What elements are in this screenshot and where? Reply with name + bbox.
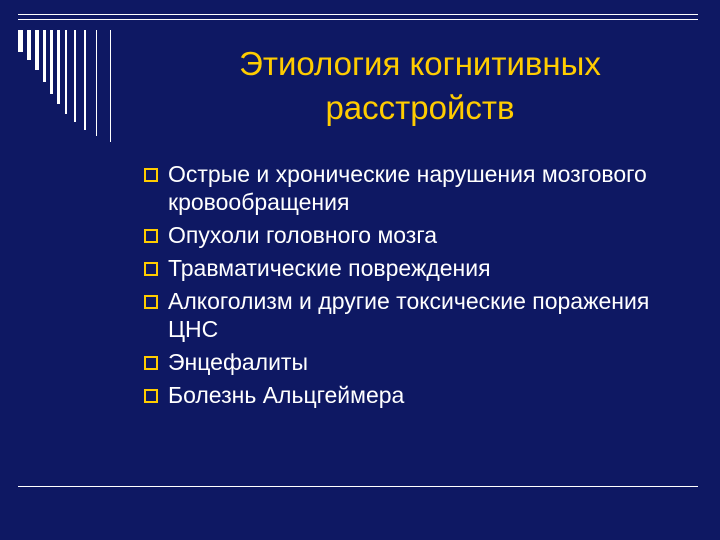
bullet-item-3 [142, 254, 672, 282]
bullet-text-6: Болезнь Альцгеймера [168, 382, 405, 408]
bullet-item-1 [142, 160, 672, 216]
hollow-square-icon [144, 356, 158, 370]
decorative-vertical-bars [18, 30, 128, 150]
slide-title [150, 42, 690, 130]
hollow-square-icon [144, 262, 158, 276]
bullet-text-4: Алкоголизм и другие токсические поражения ЦНС [168, 288, 650, 342]
hollow-square-icon [144, 295, 158, 309]
bullet-text-2: Опухоли головного мозга [168, 222, 438, 248]
bullet-text-5: Энцефалиты [168, 349, 308, 375]
hollow-square-icon [144, 229, 158, 243]
bullet-item-4 [142, 287, 672, 343]
bullet-list [142, 160, 672, 414]
bullet-item-2 [142, 221, 672, 249]
top-double-rule [18, 14, 698, 20]
slide-title-line-2: расстройств [325, 89, 515, 126]
bullet-item-6 [142, 381, 672, 409]
bullet-text-1: Острые и хронические нарушения мозгового кровообращения [168, 161, 647, 215]
hollow-square-icon [144, 389, 158, 403]
bullet-text-3: Травматические повреждения [168, 255, 491, 281]
bullet-item-5 [142, 348, 672, 376]
slide-title-line-1: Этиология когнитивных [239, 45, 601, 82]
bottom-rule [18, 486, 698, 487]
hollow-square-icon [144, 168, 158, 182]
